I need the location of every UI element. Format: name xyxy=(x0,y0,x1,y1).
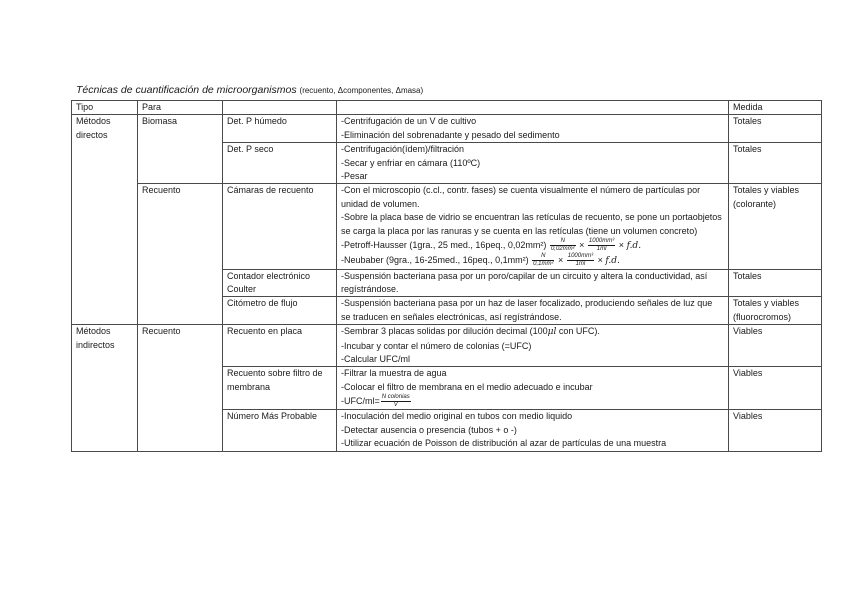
row-det-p-humedo xyxy=(72,115,822,143)
cell-descripcion xyxy=(337,367,729,410)
cell-descripcion xyxy=(337,410,729,451)
desc-line: -Suspensión bacteriana pasa por un haz de laser focalizado, produciendo señales de luz que se traducen en señales electrónicas, así regístrándose. xyxy=(341,298,713,322)
desc-line: -Suspensión bacteriana pasa por un poro/capilar de un circuito y altera la conductividad, así regístrándose. xyxy=(341,270,708,295)
cell-tecnica: Citómetro de flujo xyxy=(223,297,337,325)
desc-line: -Centrifugación de un V de cultivo xyxy=(341,116,477,127)
desc-line: -Secar y enfriar en cámara (110ºC) xyxy=(341,157,481,168)
cell-tecnica: Det. P húmedo xyxy=(223,115,337,143)
cell-tecnica: Recuento en placa xyxy=(223,325,337,367)
header-para: Para xyxy=(138,101,223,115)
desc-line: -Inoculación del medio original en tubos con medio liquido xyxy=(341,411,573,422)
table-caption xyxy=(76,84,423,96)
fraction: $\frac{N}{\text{0,1mm²}}$ xyxy=(533,253,554,268)
header-tipo: Tipo xyxy=(72,101,138,115)
fraction: $\frac{N}{\text{0,02mm²}}$ xyxy=(550,238,575,253)
cell-medida: Totales xyxy=(729,115,822,143)
cell-tecnica: Contador electrónico Coulter xyxy=(223,269,337,297)
cell-medida: Viables xyxy=(729,325,822,367)
cell-medida: Viables xyxy=(729,410,822,451)
cell-metodos-indirectos: Métodos indirectos xyxy=(72,325,138,451)
caption-title: Técnicas de cuantificación de microorganismos xyxy=(76,84,297,96)
desc-line: -Con el microscopio (c.cl., contr. fases) se cuenta visualmente el número de partículas por unidad de volumen. xyxy=(341,185,701,209)
header-medida: Medida xyxy=(729,101,822,115)
desc-line: -Incubar y contar el número de colonias (=UFC) xyxy=(341,340,532,351)
desc-line: -Calcular UFC/ml xyxy=(341,354,411,365)
cell-medida: Totales xyxy=(729,269,822,297)
neubaber-label: -Neubaber (9gra., 16-25med., 16peq., 0,1mm²) xyxy=(341,255,529,266)
desc-line: -Eliminación del sobrenadante y pesado del sedimento xyxy=(341,129,560,140)
petroff-label: -Petroff-Hausser (1gra., 25 med., 16peq., 0,02mm²) xyxy=(341,239,547,250)
fraction: $\frac{\text{1000mm³}}{1ml}$ xyxy=(588,238,615,253)
desc-line: -Centrifugación(ídem)/filtración xyxy=(341,144,465,155)
cell-medida: Totales xyxy=(729,143,822,184)
cell-biomasa: Biomasa xyxy=(138,115,223,184)
formula-petroff: -Petroff-Hausser (1gra., 25 med., 16peq., 0,02mm²) $\frac{N}{\text{0,02mm²}}$ × $\frac{\text{1000mm³}}{1ml}$ × f.d. xyxy=(341,238,642,253)
cell-descripcion xyxy=(337,325,729,367)
caption-subtitle: (recuento, Δcomponentes, Δmasa) xyxy=(299,86,424,95)
header-row xyxy=(72,101,822,115)
desc-line: -Sembrar 3 placas solidas por dilución decimal (100μl con UFC). xyxy=(341,326,600,338)
row-recuento-placa xyxy=(72,325,822,367)
desc-line: -Utilizar ecuación de Poisson de distribución al azar de partículas de una muestra xyxy=(341,438,667,449)
cell-descripcion xyxy=(337,184,729,269)
cell-descripcion xyxy=(337,115,729,143)
cell-medida: Totales y viables (fluorocromos) xyxy=(729,297,822,325)
header-descripcion xyxy=(337,101,729,115)
cell-tecnica: Cámaras de recuento xyxy=(223,184,337,269)
row-camaras-recuento xyxy=(72,184,822,269)
cell-tecnica: Número Más Probable xyxy=(223,410,337,451)
cell-descripcion xyxy=(337,297,729,325)
desc-line: -Sobre la placa base de vidrio se encuentran las retículas de recuento, se pone un portaobjetos se carga la placa por las ranuras y se cuenta en las retículas (tiene un volumen concreto) xyxy=(341,212,722,236)
cell-recuento-directo: Recuento xyxy=(138,184,223,325)
techniques-table xyxy=(71,100,822,452)
fraction: $\frac{\text{1000mm³}}{1ml}$ xyxy=(567,253,594,268)
cell-medida: Totales y viables (colorante) xyxy=(729,184,822,269)
formula-ufc: -UFC/ml= $\frac{\text{N colonias}}{V}$ xyxy=(341,394,410,409)
cell-medida: Viables xyxy=(729,367,822,410)
fraction: $\frac{\text{N colonias}}{V}$ xyxy=(381,394,410,409)
formula-neubaber: -Neubaber (9gra., 16-25med., 16peq., 0,1mm²) $\frac{N}{\text{0,1mm²}}$ × $\frac{\text{1000mm³}}{1ml}$ × f.d. xyxy=(341,253,620,268)
desc-line: -Pesar xyxy=(341,171,368,182)
header-tecnica xyxy=(223,101,337,115)
desc-line: -Filtrar la muestra de agua xyxy=(341,368,447,379)
cell-metodos-directos: Métodos directos xyxy=(72,115,138,325)
cell-recuento-indirecto: Recuento xyxy=(138,325,223,451)
cell-descripcion xyxy=(337,143,729,184)
cell-tecnica: Det. P seco xyxy=(223,143,337,184)
cell-tecnica: Recuento sobre filtro de membrana xyxy=(223,367,337,410)
desc-line: -Detectar ausencia o presencia (tubos + o -) xyxy=(341,424,517,435)
cell-descripcion xyxy=(337,269,729,297)
desc-line: -Colocar el filtro de membrana en el medio adecuado e incubar xyxy=(341,381,593,392)
